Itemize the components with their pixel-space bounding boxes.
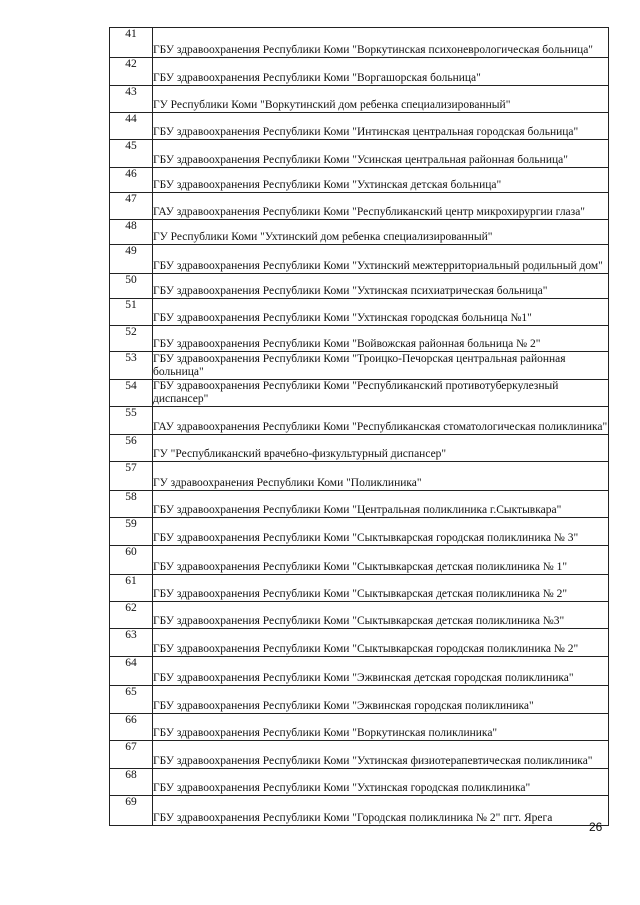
institution-name: ГУ Республики Коми "Ухтинский дом ребенка специализированный" <box>153 220 609 245</box>
institution-name: ГУ "Республиканский врачебно-физкультурный диспансер" <box>153 435 609 462</box>
table-row <box>110 299 609 326</box>
table-row <box>110 168 609 193</box>
table-row <box>110 686 609 714</box>
institution-name: ГУ Республики Коми "Воркутинский дом ребенка специализированный" <box>153 86 609 113</box>
row-number: 54 <box>110 380 153 407</box>
institution-name: ГБУ здравоохранения Республики Коми "Воркутинская психоневрологическая больница" <box>153 28 609 58</box>
institution-name: ГБУ здравоохранения Республики Коми "Сыктывкарская городская поликлиника № 3" <box>153 518 609 546</box>
row-number: 44 <box>110 113 153 140</box>
table-row <box>110 657 609 686</box>
row-number: 49 <box>110 245 153 274</box>
institution-name: ГБУ здравоохранения Республики Коми "Усинская центральная районная больница" <box>153 140 609 168</box>
table-row <box>110 245 609 274</box>
institution-name: ГБУ здравоохранения Республики Коми "Ухтинская психиатрическая больница" <box>153 274 609 299</box>
table-row <box>110 518 609 546</box>
table-row <box>110 58 609 86</box>
row-number: 53 <box>110 352 153 380</box>
table-row <box>110 220 609 245</box>
institution-name: ГБУ здравоохранения Республики Коми "Воргашорская больница" <box>153 58 609 86</box>
institution-name: ГБУ здравоохранения Республики Коми "Войвожская районная больница № 2" <box>153 326 609 352</box>
institution-name: ГБУ здравоохранения Республики Коми "Сыктывкарская городская поликлиника № 2" <box>153 629 609 657</box>
institution-name: ГБУ здравоохранения Республики Коми "Эжвинская детская городская поликлиника" <box>153 657 609 686</box>
table-row <box>110 714 609 741</box>
row-number: 57 <box>110 462 153 491</box>
row-number: 47 <box>110 193 153 220</box>
row-number: 63 <box>110 629 153 657</box>
row-number: 64 <box>110 657 153 686</box>
table-row <box>110 326 609 352</box>
row-number: 66 <box>110 714 153 741</box>
institution-name: ГБУ здравоохранения Республики Коми "Ухтинская городская больница №1" <box>153 299 609 326</box>
table-row <box>110 28 609 58</box>
institution-name: ГБУ здравоохранения Республики Коми "Троицко-Печорская центральная районная больница" <box>153 352 609 380</box>
row-number: 51 <box>110 299 153 326</box>
row-number: 41 <box>110 28 153 58</box>
institution-name: ГБУ здравоохранения Республики Коми "Интинская центральная городская больница" <box>153 113 609 140</box>
institution-name: ГБУ здравоохранения Республики Коми "Сыктывкарская детская поликлиника № 1" <box>153 546 609 575</box>
row-number: 43 <box>110 86 153 113</box>
row-number: 48 <box>110 220 153 245</box>
table-row <box>110 140 609 168</box>
institution-name: ГБУ здравоохранения Республики Коми "Городская поликлиника № 2" пгт. Ярега <box>153 796 609 826</box>
row-number: 61 <box>110 575 153 602</box>
row-number: 58 <box>110 491 153 518</box>
institutions-table <box>109 27 609 826</box>
table-row <box>110 491 609 518</box>
table-row <box>110 462 609 491</box>
institutions-table-body <box>110 28 609 826</box>
row-number: 42 <box>110 58 153 86</box>
page-number: 26 <box>589 820 603 834</box>
table-row <box>110 575 609 602</box>
table-row <box>110 796 609 826</box>
table-row <box>110 769 609 796</box>
institution-name: ГБУ здравоохранения Республики Коми "Ухтинская физиотерапевтическая поликлиника" <box>153 741 609 769</box>
table-row <box>110 546 609 575</box>
row-number: 55 <box>110 407 153 435</box>
row-number: 46 <box>110 168 153 193</box>
institution-name: ГАУ здравоохранения Республики Коми "Республиканский центр микрохирургии глаза" <box>153 193 609 220</box>
row-number: 65 <box>110 686 153 714</box>
row-number: 50 <box>110 274 153 299</box>
row-number: 68 <box>110 769 153 796</box>
row-number: 45 <box>110 140 153 168</box>
table-row <box>110 274 609 299</box>
institution-name: ГБУ здравоохранения Республики Коми "Республиканский противотуберкулезный диспансер" <box>153 380 609 407</box>
table-row <box>110 741 609 769</box>
institution-name: ГБУ здравоохранения Республики Коми "Сыктывкарская детская поликлиника №3" <box>153 602 609 629</box>
institution-name: ГАУ здравоохранения Республики Коми "Республиканская стоматологическая поликлиника" <box>153 407 609 435</box>
institution-name: ГБУ здравоохранения Республики Коми "Эжвинская городская поликлиника" <box>153 686 609 714</box>
table-row <box>110 352 609 380</box>
row-number: 60 <box>110 546 153 575</box>
institution-name: ГБУ здравоохранения Республики Коми "Сыктывкарская детская поликлиника № 2" <box>153 575 609 602</box>
institution-name: ГБУ здравоохранения Республики Коми "Центральная поликлиника г.Сыктывкара" <box>153 491 609 518</box>
row-number: 62 <box>110 602 153 629</box>
table-row <box>110 602 609 629</box>
row-number: 52 <box>110 326 153 352</box>
row-number: 69 <box>110 796 153 826</box>
row-number: 59 <box>110 518 153 546</box>
table-row <box>110 629 609 657</box>
institution-name: ГУ здравоохранения Республики Коми "Поликлиника" <box>153 462 609 491</box>
table-row <box>110 407 609 435</box>
table-row <box>110 113 609 140</box>
row-number: 56 <box>110 435 153 462</box>
row-number: 67 <box>110 741 153 769</box>
table-row <box>110 193 609 220</box>
table-row <box>110 86 609 113</box>
institution-name: ГБУ здравоохранения Республики Коми "Ухтинская детская больница" <box>153 168 609 193</box>
institution-name: ГБУ здравоохранения Республики Коми "Ухтинская городская поликлиника" <box>153 769 609 796</box>
institution-name: ГБУ здравоохранения Республики Коми "Воркутинская поликлиника" <box>153 714 609 741</box>
table-row <box>110 380 609 407</box>
institution-name: ГБУ здравоохранения Республики Коми "Ухтинский межтерриториальный родильный дом" <box>153 245 609 274</box>
table-row <box>110 435 609 462</box>
